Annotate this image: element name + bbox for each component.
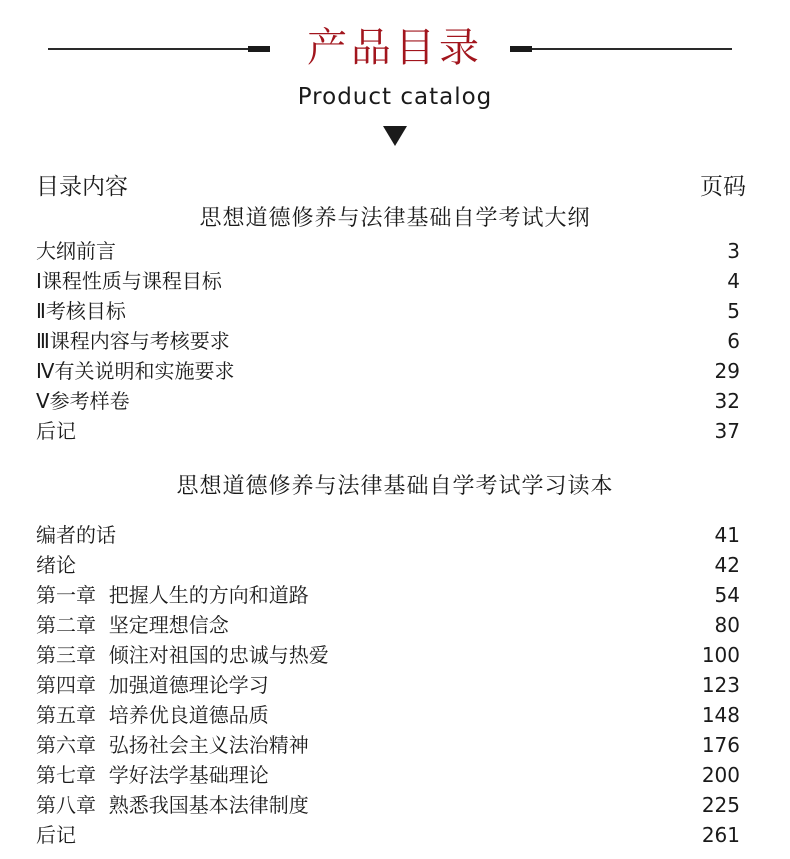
toc-entry [36, 386, 744, 416]
toc-entry-label: 后记 [36, 823, 76, 847]
toc-entry [36, 550, 744, 580]
toc-entry [36, 700, 744, 730]
toc-entry [36, 790, 744, 820]
toc-entry [36, 610, 744, 640]
toc-entry-label: 第八章 熟悉我国基本法律制度 [36, 793, 309, 817]
toc-entry-page: 225 [701, 793, 740, 817]
toc-entry-label: 第七章 学好法学基础理论 [36, 763, 269, 787]
column-header-contents: 目录内容 [36, 174, 128, 200]
toc-entry-label: 编者的话 [36, 523, 116, 547]
toc-list-reader [36, 520, 744, 850]
toc-entry-page: 32 [714, 389, 740, 413]
page-title: 产品目录 [307, 25, 483, 71]
toc-entry-page: 29 [714, 359, 740, 383]
toc-entry [36, 580, 744, 610]
toc-entry [36, 356, 744, 386]
toc-entry-page: 6 [727, 329, 740, 353]
toc-entry-label: 绪论 [36, 553, 76, 577]
toc-entry-page: 54 [714, 583, 740, 607]
toc-entry-page: 5 [727, 299, 740, 323]
toc-entry [36, 730, 744, 760]
toc-entry [36, 640, 744, 670]
toc-entry [36, 520, 744, 550]
toc-entry-label: Ⅱ考核目标 [36, 299, 126, 323]
toc-entry-page: 176 [701, 733, 740, 757]
toc-entry-page: 261 [701, 823, 740, 847]
toc-entry [36, 820, 744, 850]
column-header-page: 页码 [700, 174, 746, 200]
toc-entry-label: 第二章 坚定理想信念 [36, 613, 229, 637]
toc-entry-label: Ⅳ有关说明和实施要求 [36, 359, 235, 383]
toc-entry-label: 第一章 把握人生的方向和道路 [36, 583, 309, 607]
toc-entry-label: Ⅲ课程内容与考核要求 [36, 329, 230, 353]
toc-entry-page: 37 [714, 419, 740, 443]
toc-entry-page: 80 [714, 613, 740, 637]
toc-entry-label: 第三章 倾注对祖国的忠诚与热爱 [36, 643, 329, 667]
toc-entry-page: 3 [727, 239, 740, 263]
toc-entry-page: 41 [714, 523, 740, 547]
triangle-down-icon [383, 126, 407, 146]
toc-entry-page: 42 [714, 553, 740, 577]
catalog-header [0, 0, 790, 160]
toc-entry [36, 670, 744, 700]
toc-entry [36, 266, 744, 296]
toc-entry-label: V参考样卷 [36, 389, 130, 413]
toc-entry-page: 4 [727, 269, 740, 293]
toc-entry-label: 第五章 培养优良道德品质 [36, 703, 269, 727]
toc-entry [36, 760, 744, 790]
toc-entry [36, 296, 744, 326]
toc-entry-label: 第六章 弘扬社会主义法治精神 [36, 733, 309, 757]
section-title-reader: 思想道德修养与法律基础自学考试学习读本 [176, 474, 614, 499]
toc-entry-page: 123 [701, 673, 740, 697]
page-subtitle: Product catalog [297, 84, 493, 110]
toc-list-syllabus [36, 236, 744, 446]
toc-entry-label: 后记 [36, 419, 76, 443]
toc-entry-label: Ⅰ课程性质与课程目标 [36, 269, 222, 293]
section-title-syllabus: 思想道德修养与法律基础自学考试大纲 [199, 206, 591, 231]
toc-entry [36, 326, 744, 356]
toc-entry-page: 148 [701, 703, 740, 727]
toc-entry [36, 416, 744, 446]
toc-entry-page: 100 [701, 643, 740, 667]
toc-entry [36, 236, 744, 266]
toc-entry-label: 第四章 加强道德理论学习 [36, 673, 269, 697]
toc-entry-page: 200 [701, 763, 740, 787]
toc-entry-label: 大纲前言 [36, 239, 116, 263]
